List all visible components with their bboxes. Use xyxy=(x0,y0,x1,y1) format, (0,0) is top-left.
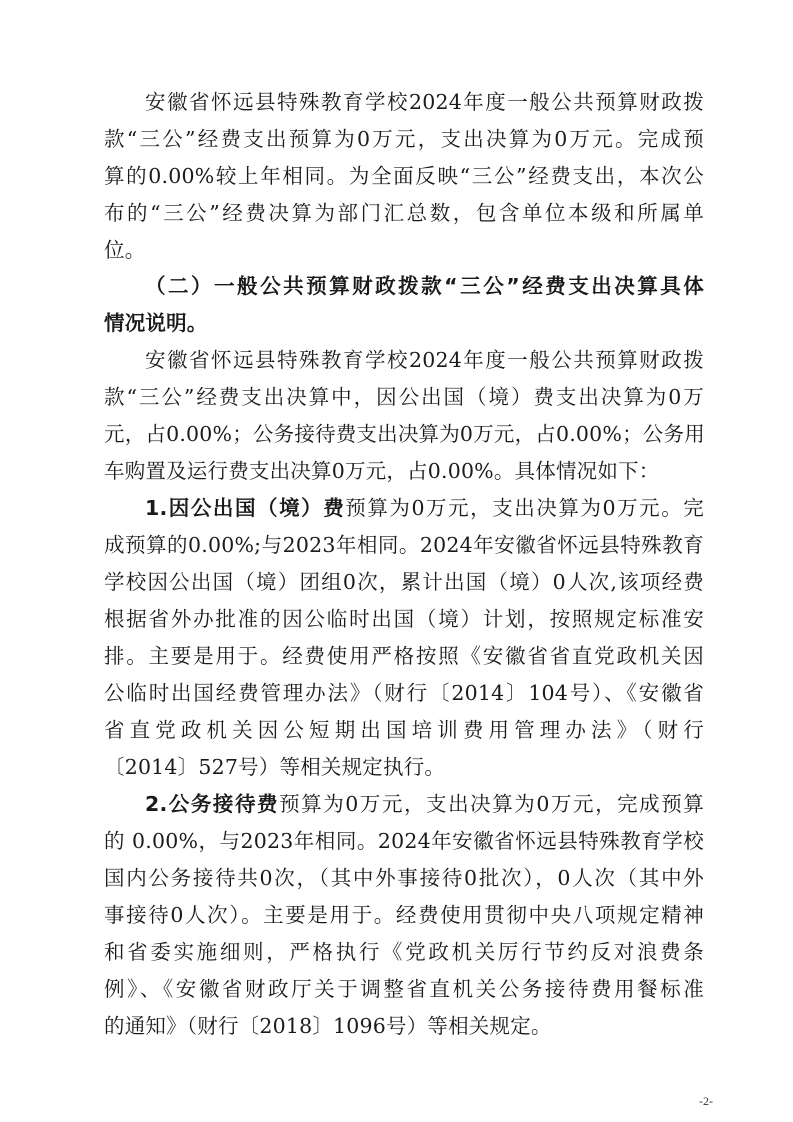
item-title: 2.公务接待费 xyxy=(145,792,280,816)
item-first-text: 预算为0万元，支出决算为0万元。完 xyxy=(345,496,704,520)
page-number: -2- xyxy=(699,1094,713,1108)
paragraph-expenditure-breakdown xyxy=(104,342,704,490)
text-line: 算的0.00%较上年相同。为全面反映“三公”经费支出，本次公 xyxy=(104,164,704,188)
text-line: 成预算的0.00%;与2023年相同。2024年安徽省怀远县特殊教育 xyxy=(104,533,704,557)
text-line: 的通知》（财行〔2018〕1096号）等相关规定。 xyxy=(104,1014,552,1038)
text-line: 车购置及运行费支出决算0万元，占0.00%。具体情况如下： xyxy=(104,459,660,483)
paragraph-budget-summary xyxy=(104,84,704,269)
item-first-text: 预算为0万元，支出决算为0万元，完成预算 xyxy=(279,792,704,816)
item-first-line xyxy=(104,490,704,527)
item-first-line xyxy=(104,786,704,823)
text-line: 排。主要是用于。经费使用严格按照《安徽省省直党政机关因 xyxy=(104,644,704,668)
text-line: 安徽省怀远县特殊教育学校2024年度一般公共预算财政拨 xyxy=(145,90,704,114)
heading-line: （二）一般公共预算财政拨款“三公”经费支出决算具体 xyxy=(145,274,704,298)
text-line: 位。 xyxy=(104,238,146,262)
text-line: 学校因公出国（境）团组0次，累计出国（境）0人次,该项经费 xyxy=(104,570,704,594)
item-title: 1.因公出国（境）费 xyxy=(145,496,346,520)
text-line: 根据省外办批准的因公临时出国（境）计划，按照规定标准安 xyxy=(104,607,704,631)
text-line: 安徽省怀远县特殊教育学校2024年度一般公共预算财政拨 xyxy=(145,348,704,372)
text-line: 事接待0人次）。主要是用于。经费使用贯彻中央八项规定精神 xyxy=(104,903,704,927)
text-line: 和省委实施细则，严格执行《党政机关厉行节约反对浪费条 xyxy=(104,940,704,964)
section-heading xyxy=(104,268,704,342)
text-line: 款“三公”经费支出预算为0万元，支出决算为0万元。完成预 xyxy=(104,127,704,151)
text-line: 元，占0.00%；公务接待费支出决算为0万元，占0.00%；公务用 xyxy=(104,422,705,446)
heading-line: 情况说明。 xyxy=(104,311,208,335)
item-overseas-travel xyxy=(104,490,704,786)
text-line: 款“三公”经费支出决算中，因公出国（境）费支出决算为0万 xyxy=(104,385,704,409)
text-line: 例》、《安徽省财政厅关于调整省直机关公务接待费用餐标准 xyxy=(104,977,704,1001)
text-line: 公临时出国经费管理办法》（财行〔2014〕104号）、《安徽省 xyxy=(104,681,704,705)
text-line: 布的“三公”经费决算为部门汇总数，包含单位本级和所属单 xyxy=(104,201,704,225)
text-line: 国内公务接待共0次，（其中外事接待0批次），0人次（其中外 xyxy=(104,866,704,890)
text-line: 的 0.00%，与2023年相同。2024年安徽省怀远县特殊教育学校 xyxy=(104,829,704,853)
item-official-reception xyxy=(104,786,704,1045)
text-line: 〔2014〕527号）等相关规定执行。 xyxy=(104,755,446,779)
text-line: 省直党政机关因公短期出国培训费用管理办法》（财行 xyxy=(104,718,704,742)
